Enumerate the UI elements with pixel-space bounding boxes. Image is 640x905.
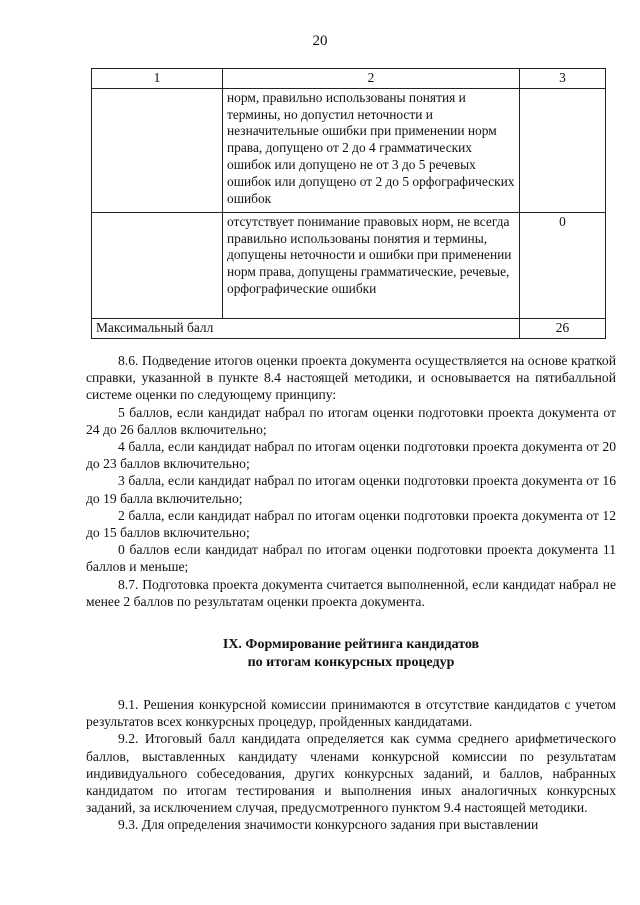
- section-heading-line: по итогам конкурсных процедур: [247, 655, 455, 671]
- paragraph: 8.6. Подведение итогов оценки проекта документа осуществляется на основе краткой справки, указанной в пункте 8.4 настоящей методики, и основывается на пятибалльной системе оценки по следующему принципу:: [86, 353, 616, 403]
- section-heading-line: IX. Формирование рейтинга кандидатов: [222, 637, 480, 653]
- paragraph: 8.7. Подготовка проекта документа считается выполненной, если кандидат набрал не менее 2 баллов по результатам оценки проекта документа.: [86, 576, 616, 609]
- paragraph: 3 балла, если кандидат набрал по итогам оценки подготовки проекта документа от 16 до 19 балла включительно;: [86, 473, 616, 506]
- table-cell: отсутствует понимание правовых норм, не всегда правильно использованы понятия и термины, допущены неточности и ошибки при применении норм права, допущены грамматические, речевые, орфографические ошибки: [223, 212, 520, 318]
- paragraph: 9.1. Решения конкурсной комиссии принимаются в отсутствие кандидатов с учетом результатов всех конкурсных процедур, пройденных кандидатами.: [86, 697, 616, 730]
- table-row: [92, 88, 606, 212]
- table-header-cell: 1: [92, 69, 223, 89]
- max-score-value: 26: [520, 318, 606, 338]
- paragraph: 9.3. Для определения значимости конкурсного задания при выставлении: [118, 817, 539, 833]
- criteria-table: [91, 68, 606, 339]
- table-cell: норм, правильно использованы понятия и термины, но допустил неточности и незначительные ошибки при применении норм права, допущено от 2 до 4 грамматических ошибок или допущено не от 3 до 5 речевых ошибок или допущено от 2 до 5 орфографических ошибок: [223, 88, 520, 212]
- table-header-cell: 3: [520, 69, 606, 89]
- section-heading: [86, 636, 616, 672]
- body-text: [86, 352, 616, 834]
- paragraph: 2 балла, если кандидат набрал по итогам оценки подготовки проекта документа от 12 до 15 баллов включительно;: [86, 507, 616, 541]
- table-header-cell: 2: [223, 69, 520, 89]
- paragraph: 9.2. Итоговый балл кандидата определяется как сумма среднего арифметического баллов, выставленных кандидату членами конкурсной комиссии по результатам индивидуального собеседования, других конкурсных заданий, и баллов, набранных кандидатом по итогам тестирования и выполнения иных аналогичных конкурсных заданий, за исключением случая, предусмотренного пунктом 9.4 настоящей методики.: [86, 731, 616, 816]
- max-score-label: Максимальный балл: [92, 318, 520, 338]
- table-cell: [92, 88, 223, 212]
- paragraph: 4 балла, если кандидат набрал по итогам оценки подготовки проекта документа от 20 до 23 баллов включительно;: [86, 439, 616, 472]
- table-cell: 0: [520, 212, 606, 318]
- page-number: 20: [312, 33, 328, 49]
- paragraph: 5 баллов, если кандидат набрал по итогам оценки подготовки проекта документа от 24 до 26 баллов включительно;: [86, 404, 616, 437]
- table-cell: [520, 88, 606, 212]
- table-row: [92, 212, 606, 318]
- table-cell: [92, 212, 223, 318]
- table-header-row: [92, 69, 606, 89]
- paragraph: 0 баллов если кандидат набрал по итогам оценки подготовки проекта документа 11 баллов и меньше;: [86, 542, 616, 575]
- table-total-row: [92, 318, 606, 338]
